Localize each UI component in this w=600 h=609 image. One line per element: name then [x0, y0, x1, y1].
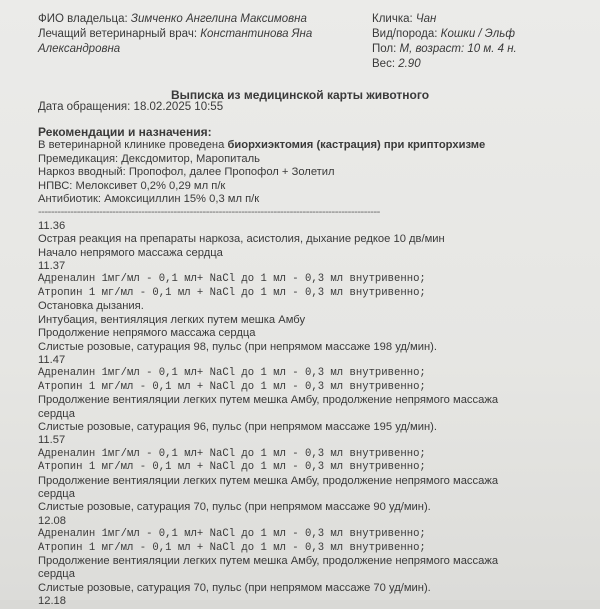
- log-line: Атропин 1 мг/мл - 0,1 мл + NaCl до 1 мл - 0,3 мл внутривенно;: [38, 461, 426, 474]
- log-line: Адреналин 1мг/мл - 0,1 мл+ NaCl до 1 мл - 0,3 мл внутривенно;: [38, 273, 426, 286]
- log-line: Интубация, вентияляция легких путем мешка Амбу: [38, 313, 306, 326]
- weight-row: [372, 57, 592, 72]
- weight-label: Вес:: [372, 58, 396, 70]
- owner-label: ФИО владельца:: [38, 13, 128, 25]
- nickname-value: Чан: [415, 13, 437, 25]
- doctor-value-1: Константинова Яна: [200, 28, 313, 40]
- divider-line: ----------------------------------------------------------------------------------------------------------: [38, 206, 380, 219]
- log-line: сердца: [38, 487, 75, 500]
- log-line: Атропин 1 мг/мл - 0,1 мл + NaCl до 1 мл - 0,3 мл внутривенно;: [38, 380, 426, 393]
- log-line: сердца: [38, 407, 75, 420]
- sex-age-label: Пол:: [372, 43, 397, 55]
- log-line: Слистые розовые, сатурация 96, пульс (при непрямом массаже 195 уд/мин).: [38, 420, 438, 433]
- log-line: 12.18: [38, 595, 66, 608]
- recommendation-line: Антибиотик: Амоксициллин 15% 0,3 мл п/к: [38, 193, 260, 206]
- log-line: Адреналин 1мг/мл - 0,1 мл+ NaCl до 1 мл - 0,3 мл внутривенно;: [38, 367, 426, 380]
- header-left: [38, 12, 358, 57]
- log-line: Остановка дызания.: [38, 300, 144, 313]
- document-body: [38, 126, 598, 609]
- species-row: [372, 27, 592, 42]
- sex-age-value: М, возраст: 10 м. 4 н.: [399, 43, 517, 55]
- log-line: Слистые розовые, сатурация 70, пульс (при непрямом массаже 70 уд/мин).: [38, 581, 431, 594]
- log-line: Продолжение вентияляции легких путем мешка Амбу, продолжение непрямого массажа: [38, 394, 499, 407]
- recommendation-line: Наркоз вводный: Пропофол, далее Пропофол + Золетил: [38, 166, 335, 179]
- log-line: Продолжение непрямого массажа сердца: [38, 327, 256, 340]
- species-value: Кошки / Эльф: [440, 28, 515, 40]
- log-line: Адреналин 1мг/мл - 0,1 мл+ NaCl до 1 мл - 0,3 мл внутривенно;: [38, 528, 426, 541]
- log-line: Продолжение вентияляции легких путем мешка Амбу, продолжение непрямого массажа: [38, 555, 499, 567]
- log-line: Острая реакция на препараты наркоза, асистолия, дыхание редкое 10 дв/мин: [38, 233, 445, 246]
- sex-age-row: [372, 42, 592, 57]
- log-line: 11.47: [38, 353, 66, 366]
- log-line: Атропин 1 мг/мл - 0,1 мл + NaCl до 1 мл - 0,3 мл внутривенно;: [38, 541, 426, 554]
- species-label: Вид/порода:: [372, 28, 438, 40]
- doctor-value-2: Александровна: [38, 43, 121, 55]
- log-line: Адреналин 1мг/мл - 0,1 мл+ NaCl до 1 мл - 0,3 мл внутривенно;: [38, 447, 426, 460]
- owner-row: [38, 12, 358, 27]
- intro-prefix: В ветеринарной клинике проведена: [38, 139, 228, 152]
- log-line: Продолжение вентияляции легких путем мешка Амбу, продолжение непрямого массажа: [38, 474, 499, 487]
- log-line: 11.37: [38, 260, 66, 273]
- doctor-label: Лечащий ветеринарный врач:: [38, 28, 198, 40]
- nickname-row: [372, 12, 592, 27]
- visit-date: Дата обращения: 18.02.2025 10:55: [38, 101, 224, 113]
- log-line: 12.08: [38, 514, 66, 527]
- owner-value: Зимченко Ангелина Максимовна: [130, 13, 307, 25]
- log-line: сердца: [38, 568, 75, 581]
- log-line: Атропин 1 мг/мл - 0,1 мл + NaCl до 1 мл - 0,3 мл внутривенно;: [38, 286, 426, 299]
- procedure-log: [38, 220, 598, 609]
- recommendation-line: Премедикация: Дексдомитор, Маропиталь: [38, 152, 260, 165]
- log-line: Слистые розовые, сатурация 70, пульс (при непрямом массаже 90 уд/мин).: [38, 501, 431, 514]
- weight-value: 2.90: [398, 58, 421, 70]
- recommendations-intro: [38, 139, 598, 152]
- log-line: 11.57: [38, 434, 66, 447]
- document-title: Выписка из медицинской карты животного: [170, 88, 430, 102]
- nickname-label: Кличка:: [372, 13, 413, 25]
- intro-procedure: биорхиэктомия (кастрация) при крипторхизме: [227, 139, 486, 152]
- doctor-row: [38, 27, 358, 42]
- log-line: 11.36: [38, 219, 66, 232]
- log-line: Начало непрямого массажа сердца: [38, 246, 223, 259]
- header-right: [372, 12, 592, 72]
- recommendations-heading: Рекомендации и назначения:: [38, 125, 212, 139]
- log-line: Слистые розовые, сатурация 98, пульс (при непрямом массаже 198 уд/мин).: [38, 340, 438, 353]
- recommendation-line: НПВС: Мелоксивет 0,2% 0,29 мл п/к: [38, 179, 226, 192]
